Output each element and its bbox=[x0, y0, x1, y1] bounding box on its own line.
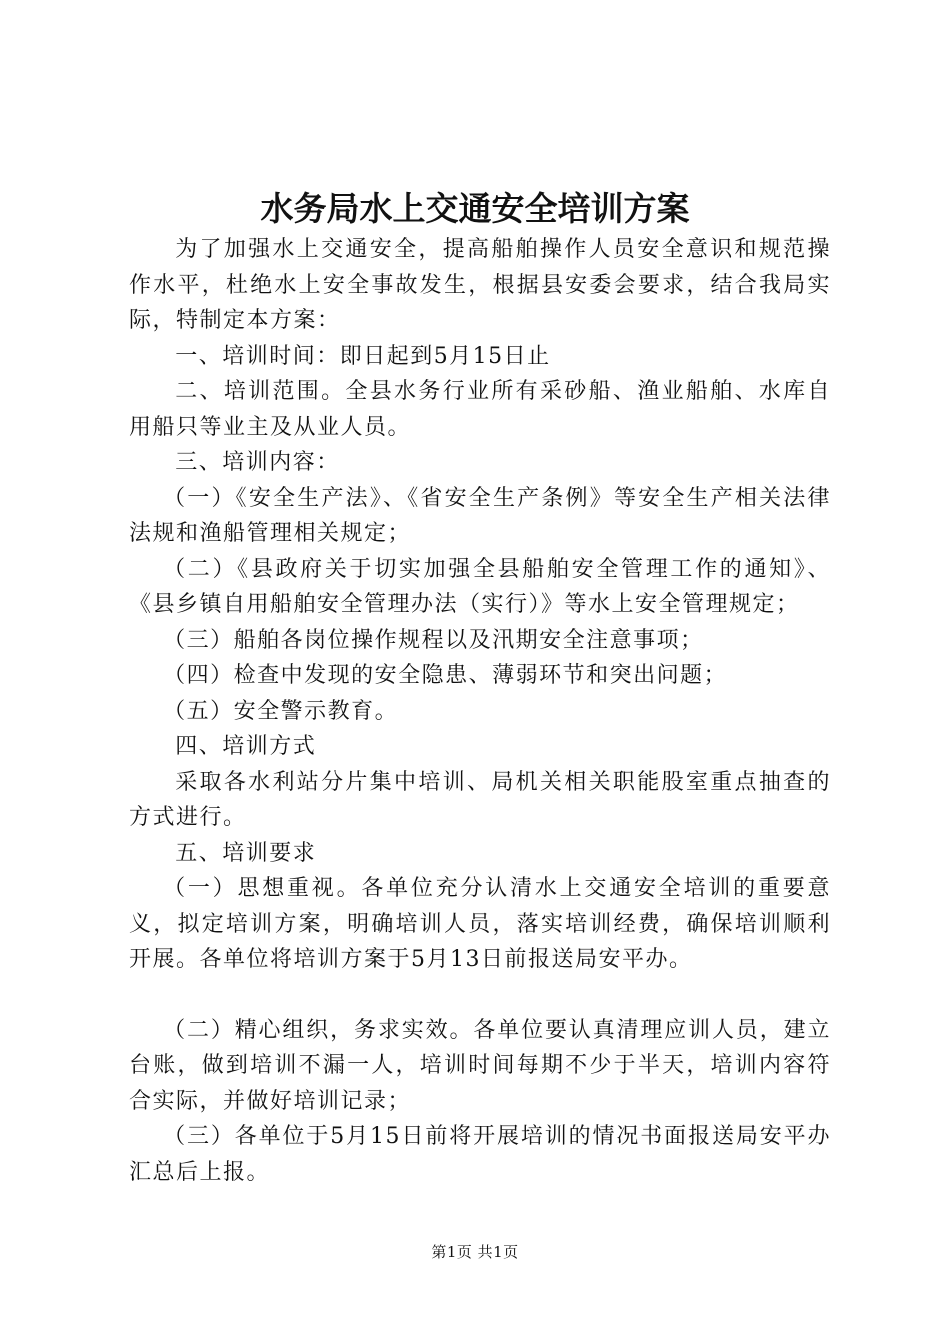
document-body bbox=[129, 232, 831, 1190]
content-item-2: （二）《县政府关于切实加强全县船舶安全管理工作的通知》、《县乡镇自用船舶安全管理办法（实行）》等水上安全管理规定； bbox=[129, 556, 831, 617]
section-training-scope: 二、培训范围。全县水务行业所有采砂船、渔业船舶、水库自用船只等业主及从业人员。 bbox=[129, 379, 831, 440]
content-item-4: （四）检查中发现的安全隐患、薄弱环节和突出问题； bbox=[163, 663, 728, 688]
section-training-time: 一、培训时间：即日起到5月15日止 bbox=[175, 343, 551, 369]
content-item-5: （五）安全警示教育。 bbox=[163, 698, 399, 724]
section-training-requirements-heading: 五、培训要求 bbox=[175, 840, 317, 866]
page-footer: 第1页 共1页 bbox=[431, 1243, 519, 1261]
section-training-method-heading: 四、培训方式 bbox=[175, 734, 317, 759]
requirement-item-3: （三）各单位于5月15日前将开展培训的情况书面报送局安平办汇总后上报。 bbox=[129, 1124, 831, 1185]
content-item-3: （三）船舶各岗位操作规程以及汛期安全注意事项； bbox=[163, 627, 704, 653]
document-title: 水务局水上交通安全培训方案 bbox=[260, 189, 690, 228]
requirement-item-1: （一）思想重视。各单位充分认清水上交通安全培训的重要意义，拟定培训方案，明确培训人员，落实培训经费，确保培训顺利开展。各单位将培训方案于5月13日前报送局安平办。 bbox=[129, 876, 831, 972]
training-method-paragraph: 采取各水利站分片集中培训、局机关相关职能股室重点抽查的方式进行。 bbox=[129, 769, 831, 830]
content-item-1: （一）《安全生产法》、《省安全生产条例》等安全生产相关法律法规和渔船管理相关规定； bbox=[129, 485, 831, 546]
requirement-item-2: （二）精心组织，务求实效。各单位要认真清理应训人员，建立台账，做到培训不漏一人，培训时间每期不少于半天，培训内容符合实际，并做好培训记录； bbox=[129, 1017, 831, 1114]
intro-paragraph: 为了加强水上交通安全，提高船舶操作人员安全意识和规范操作水平，杜绝水上安全事故发生，根据县安委会要求，结合我局实际，特制定本方案： bbox=[129, 237, 831, 333]
section-training-content-heading: 三、培训内容： bbox=[175, 450, 340, 475]
